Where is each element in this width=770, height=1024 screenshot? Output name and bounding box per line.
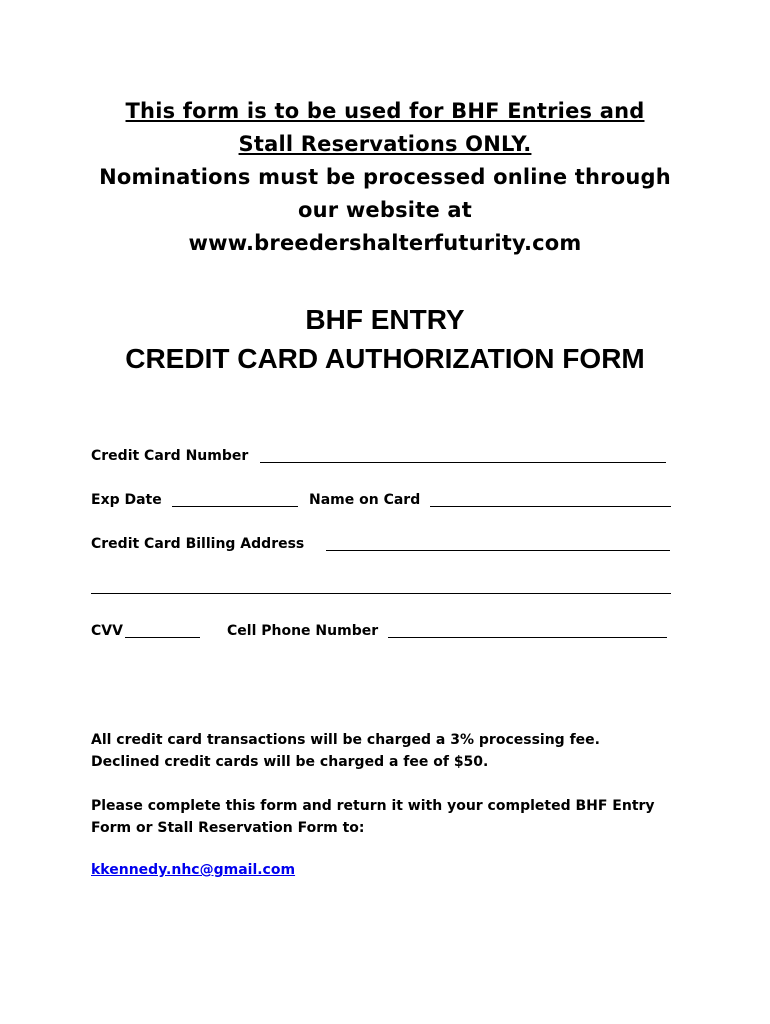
fee-notice-line-2: Declined credit cards will be charged a fee of $50. bbox=[91, 754, 489, 770]
form-title-line-2: CREDIT CARD AUTHORIZATION FORM bbox=[125, 343, 645, 374]
exp-date-label: Exp Date bbox=[91, 492, 162, 508]
billing-address-field-line-2[interactable] bbox=[91, 593, 671, 594]
exp-date-field[interactable] bbox=[172, 506, 298, 507]
name-on-card-label: Name on Card bbox=[309, 492, 421, 508]
form-title bbox=[40, 300, 730, 378]
cvv-label: CVV bbox=[91, 623, 123, 639]
fee-notice-line-1: All credit card transactions will be charged a 3% processing fee. bbox=[91, 732, 600, 748]
card-number-field[interactable] bbox=[260, 462, 666, 463]
return-instructions-line-2: Form or Stall Reservation Form to: bbox=[91, 820, 365, 836]
cell-phone-field[interactable] bbox=[388, 637, 667, 638]
billing-address-field[interactable] bbox=[326, 550, 670, 551]
notice-line-3: Nominations must be processed online through bbox=[99, 165, 671, 189]
name-on-card-field[interactable] bbox=[430, 506, 671, 507]
notice-line-2: Stall Reservations ONLY. bbox=[238, 132, 532, 156]
cell-phone-label: Cell Phone Number bbox=[227, 623, 379, 639]
website-address: www.breedershalterfuturity.com bbox=[188, 231, 582, 255]
notice-line-4: our website at bbox=[297, 198, 473, 222]
form-title-line-1: BHF ENTRY bbox=[305, 304, 465, 335]
return-instructions-line-1: Please complete this form and return it with your completed BHF Entry bbox=[91, 798, 655, 814]
cvv-field[interactable] bbox=[125, 637, 200, 638]
notice-block bbox=[40, 95, 730, 260]
contact-email-link[interactable]: kkennedy.nhc@gmail.com bbox=[91, 862, 296, 878]
billing-address-label: Credit Card Billing Address bbox=[91, 536, 305, 552]
notice-line-1: This form is to be used for BHF Entries and bbox=[125, 99, 645, 123]
fee-notice bbox=[91, 729, 691, 773]
card-number-label: Credit Card Number bbox=[91, 448, 249, 464]
return-instructions bbox=[91, 795, 691, 839]
